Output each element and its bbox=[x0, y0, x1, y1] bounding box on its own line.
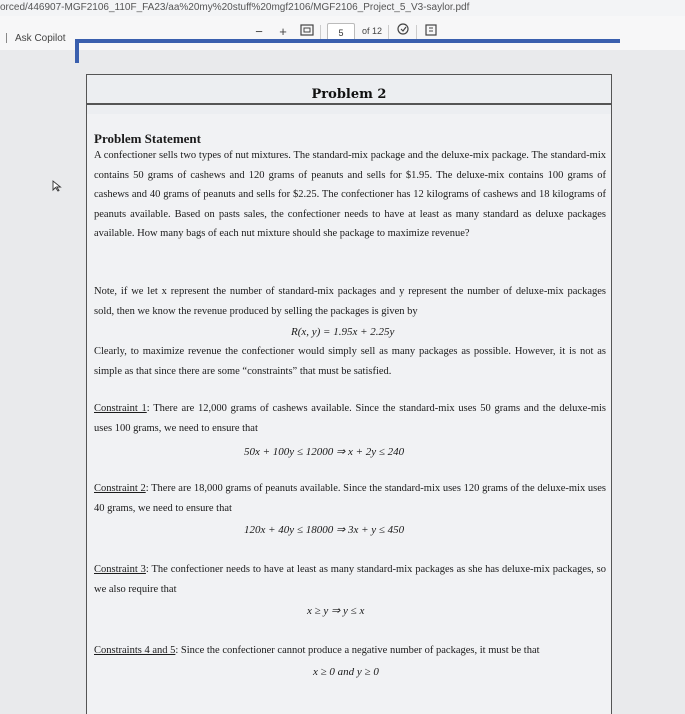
constraint-1-text: : There are 12,000 grams of cashews available. Since the standard-mix uses 50 grams and the deluxe-mis uses 100 grams, we need to ensure that bbox=[94, 403, 606, 434]
section-heading: Problem Statement bbox=[94, 131, 201, 146]
constraint-3-equation: x ≥ y ⇒ y ≤ x bbox=[307, 605, 365, 617]
pdf-page bbox=[86, 114, 612, 714]
page-count: of 12 bbox=[362, 26, 383, 36]
constraint-2-text: : There are 18,000 grams of peanuts available. Since the standard-mix uses 120 grams of the deluxe-mix uses 40 grams, we need to ensure that bbox=[94, 483, 606, 514]
fit-page-icon bbox=[300, 24, 314, 36]
divider bbox=[320, 25, 321, 39]
problem-statement-text: A confectioner sells two types of nut mixtures. The standard-mix package and the deluxe-mix package. The standard-mix contains 50 grams of cashews and 120 grams of peanuts and sells for $1.95. The deluxe-mix contains 100 grams of cashews and 40 grams of peanuts and sells for $2.25. The confectioner has 12 kilograms of cashews and 18 kilograms of peanuts available. Based on pasts sales, the confectioner needs to have at least as many standard as deluxe packages available. How many bags of each nut mixture should she package to maximize revenue? bbox=[94, 150, 606, 239]
problem-title: Problem 2 bbox=[311, 87, 387, 102]
draw-icon bbox=[396, 23, 410, 37]
ask-copilot-button[interactable] bbox=[6, 33, 66, 44]
url-text: orced/446907-MGF2106_110F_FA23/aa%20my%20stuff%20mgf2106/MGF2106_Project_5_V3-saylor.pdf bbox=[0, 2, 470, 13]
read-aloud-icon bbox=[424, 23, 438, 37]
clearly-paragraph: Clearly, to maximize revenue the confectioner would simply sell as many packages as possible. However, it is not as simple as that since there are some “constraints” that must be satisfied. bbox=[94, 346, 606, 377]
constraints-4-5-equation: x ≥ 0 and y ≥ 0 bbox=[313, 666, 379, 678]
address-bar[interactable] bbox=[0, 0, 685, 16]
constraint-1-equation: 50x + 100y ≤ 12000 ⇒ x + 2y ≤ 240 bbox=[244, 446, 405, 458]
page-number-value: 5 bbox=[338, 28, 344, 38]
constraint-2-paragraph bbox=[94, 479, 606, 518]
constraint-3-text: : The confectioner needs to have at least as many standard-mix packages as she has deluxe-mix packages, so we also require that bbox=[94, 564, 607, 595]
constraints-4-5-paragraph bbox=[94, 641, 606, 661]
constraint-3-label: Constraint 3 bbox=[94, 564, 146, 575]
problem-header bbox=[86, 74, 612, 115]
constraints-4-5-text: : Since the confectioner cannot produce a negative number of packages, it must be that bbox=[175, 645, 540, 656]
divider bbox=[87, 103, 611, 105]
constraint-1-paragraph bbox=[94, 399, 606, 438]
constraint-1-label: Constraint 1 bbox=[94, 403, 147, 414]
toolbar-accent-line bbox=[75, 39, 620, 43]
zoom-out-icon: − bbox=[255, 24, 263, 39]
divider bbox=[388, 25, 389, 39]
mouse-cursor-icon bbox=[52, 180, 62, 192]
pdf-toolbar bbox=[0, 16, 685, 50]
divider bbox=[6, 33, 7, 43]
note-paragraph: Note, if we let x represent the number of standard-mix packages and y represent the number of deluxe-mix packages sold, then we know the revenue produced by selling the packages is given by bbox=[94, 286, 606, 317]
constraint-2-equation: 120x + 40y ≤ 18000 ⇒ 3x + y ≤ 450 bbox=[244, 524, 405, 536]
divider bbox=[416, 25, 417, 39]
constraint-3-paragraph bbox=[94, 560, 606, 599]
page-edge-accent bbox=[75, 43, 79, 63]
ask-copilot-label: Ask Copilot bbox=[15, 33, 66, 44]
zoom-in-icon: + bbox=[279, 24, 287, 39]
revenue-equation: R(x, y) = 1.95x + 2.25y bbox=[291, 326, 395, 338]
constraint-2-label: Constraint 2 bbox=[94, 483, 146, 494]
constraints-4-5-label: Constraints 4 and 5 bbox=[94, 645, 176, 656]
